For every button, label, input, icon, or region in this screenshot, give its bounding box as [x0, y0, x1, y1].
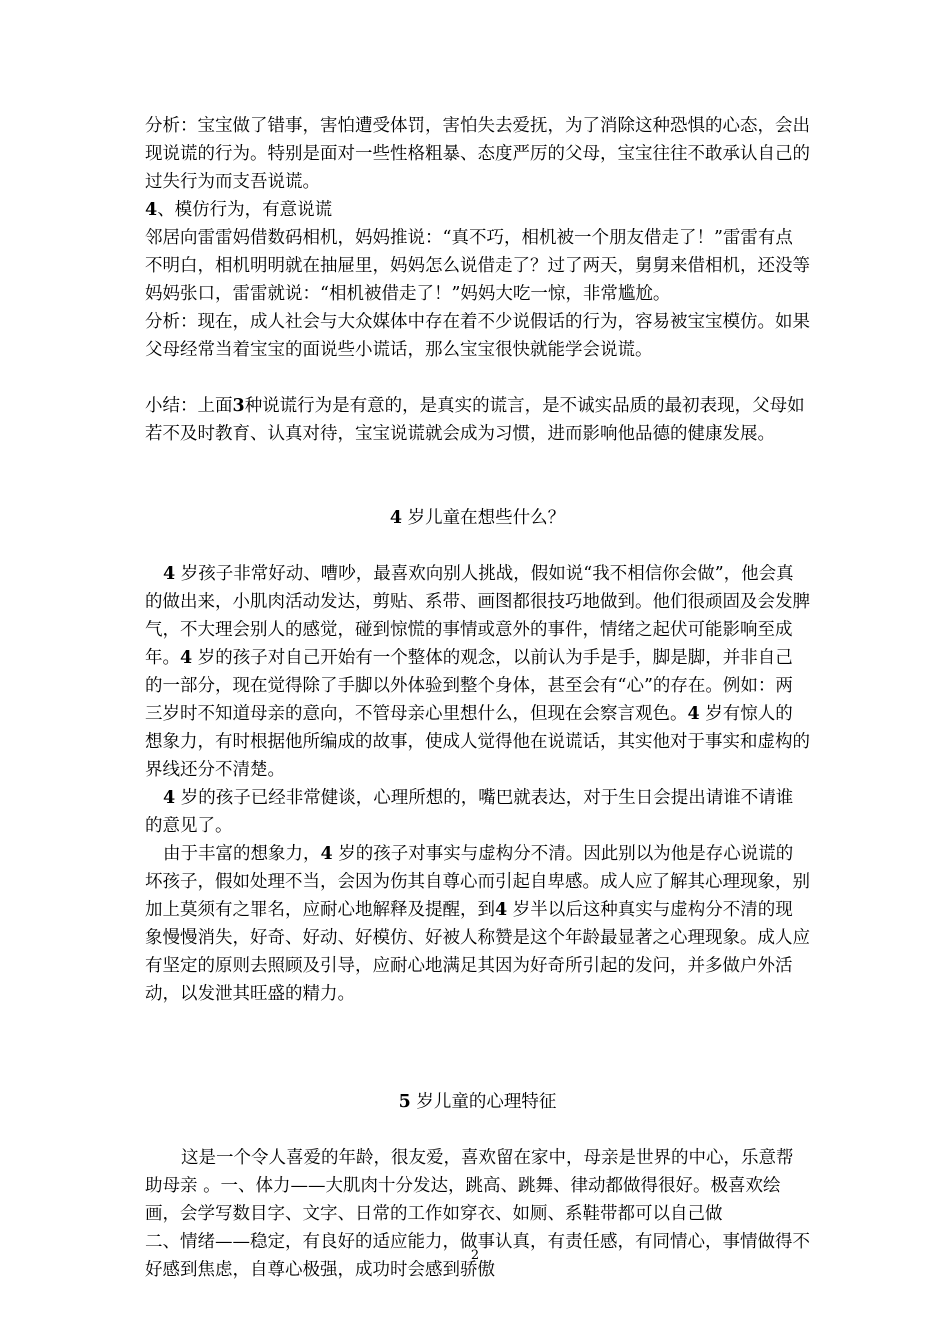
- summary-lead: 小结：上面: [145, 396, 233, 416]
- summary-paragraph: [145, 392, 810, 448]
- page-number: 2: [470, 1248, 480, 1263]
- item-4-title: 、模仿行为，有意说谎: [157, 200, 333, 220]
- section-5-paragraph-1: 这是一个令人喜爱的年龄，很友爱，喜欢留在家中，母亲是世界的中心，乐意帮助母亲 。一、体力——大肌肉十分发达，跳高、跳舞、律动都做得很好。极喜欢绘画，会学写数目字、文字、日常的工作如穿衣、如厕、系鞋带都可以自己做: [145, 1148, 794, 1224]
- summary-number: 3: [232, 396, 245, 416]
- document-page: [145, 112, 810, 1284]
- analysis-paragraph-1: 分析：宝宝做了错事，害怕遭受体罚，害怕失去爱抚，为了消除这种恐惧的心态，会出现说谎的行为。特别是面对一些性格粗暴、态度严厉的父母，宝宝往往不敢承认自己的过失行为而支吾说谎。: [145, 116, 810, 192]
- item-4-story: 邻居向雷雷妈借数码相机，妈妈推说：“真不巧，相机被一个朋友借走了！”雷雷有点不明白，相机明明就在抽屉里，妈妈怎么说借走了？过了两天，舅舅来借相机，还没等妈妈张口，雷雷就说：“相机被借走了！”妈妈大吃一惊，非常尴尬。: [145, 228, 810, 304]
- bold-number: 4: [320, 844, 333, 864]
- summary-text: 种说谎行为是有意的，是真实的谎言，是不诚实品质的最初表现，父母如若不及时教育、认真对待，宝宝说谎就会成为习惯，进而影响他品德的健康发展。: [145, 396, 805, 444]
- bold-number: 4: [495, 900, 508, 920]
- spacer: [145, 532, 810, 560]
- section-5-title-text: 岁儿童的心理特征: [416, 1092, 557, 1112]
- analysis-paragraph-2: 分析：现在，成人社会与大众媒体中存在着不少说假话的行为，容易被宝宝模仿。如果父母经常当着宝宝的面说些小谎话，那么宝宝很快就能学会说谎。: [145, 312, 810, 360]
- spacer: [145, 364, 810, 392]
- item-4-heading: [145, 196, 810, 224]
- section-5-title-number: 5: [398, 1092, 411, 1112]
- bold-number: 4: [687, 704, 700, 724]
- section-5-title: [145, 1088, 810, 1116]
- item-4-number: 4: [145, 200, 158, 220]
- paragraph-text: 岁的孩子已经非常健谈，心理所想的，嘴巴就表达，对于生日会提出请谁不请谁的意见了。: [145, 788, 794, 836]
- bold-number: 4: [163, 564, 176, 584]
- spacer: [145, 1116, 810, 1144]
- paragraph-text: 岁半以后这种真实与虚构分不清的现象慢慢消失，好奇、好动、好模仿、好被人称赞是这个年龄最显著之心理现象。成人应有坚定的原则去照顾及引导，应耐心地满足其因为好奇所引起的发问，并多做户外活动，以发泄其旺盛的精力。: [145, 900, 810, 1004]
- section-4-paragraph-1: [145, 560, 810, 784]
- section-4-paragraph-3: [145, 840, 810, 1008]
- section-4-title-text: 岁儿童在想些什么？: [407, 508, 566, 528]
- paragraph-text: 岁孩子非常好动、嘈吵，最喜欢向别人挑战，假如说“我不相信你会做”，他会真的做出来，小肌肉活动发达，剪贴、系带、画图都很技巧地做到。他们很顽固及会发脾气，不大理会别人的感觉，碰到惊慌的事情或意外的事件，情绪之起伏可能影响至成年。: [145, 564, 810, 668]
- bold-number: 4: [180, 648, 193, 668]
- spacer: [145, 448, 810, 504]
- section-4-title-number: 4: [389, 508, 403, 528]
- paragraph-text: 岁的孩子对事实与虚构分不清。因此别以为他是存心说谎的坏孩子，假如处理不当，会因为伤其自尊心而引起自卑感。成人应了解其心理现象，别加上莫须有之罪名，应耐心地解释及提醒，到: [145, 844, 810, 920]
- section-4-paragraph-2: [145, 784, 810, 840]
- paragraph-text: 由于丰富的想象力，: [163, 844, 321, 864]
- section-4-title: [145, 504, 810, 532]
- paragraph-text: 岁的孩子对自己开始有一个整体的观念，以前认为手是手，脚是脚，并非自己的一部分，现在觉得除了手脚以外体验到整个身体，甚至会有“心”的存在。例如：两三岁时不知道母亲的意向，不管母亲心里想什么，但现在会察言观色。: [145, 648, 793, 724]
- section-5-paragraph-2: 二、情绪——稳定，有良好的适应能力，做事认真，有责任感，有同情心，事情做得不好感到焦虑，自尊心极强，成功时会感到骄傲: [145, 1232, 810, 1280]
- bold-number: 4: [163, 788, 176, 808]
- paragraph-text: 岁有惊人的想象力，有时根据他所编成的故事，使成人觉得他在说谎话，其实他对于事实和虚构的界线还分不清楚。: [145, 704, 810, 780]
- spacer: [145, 1008, 810, 1088]
